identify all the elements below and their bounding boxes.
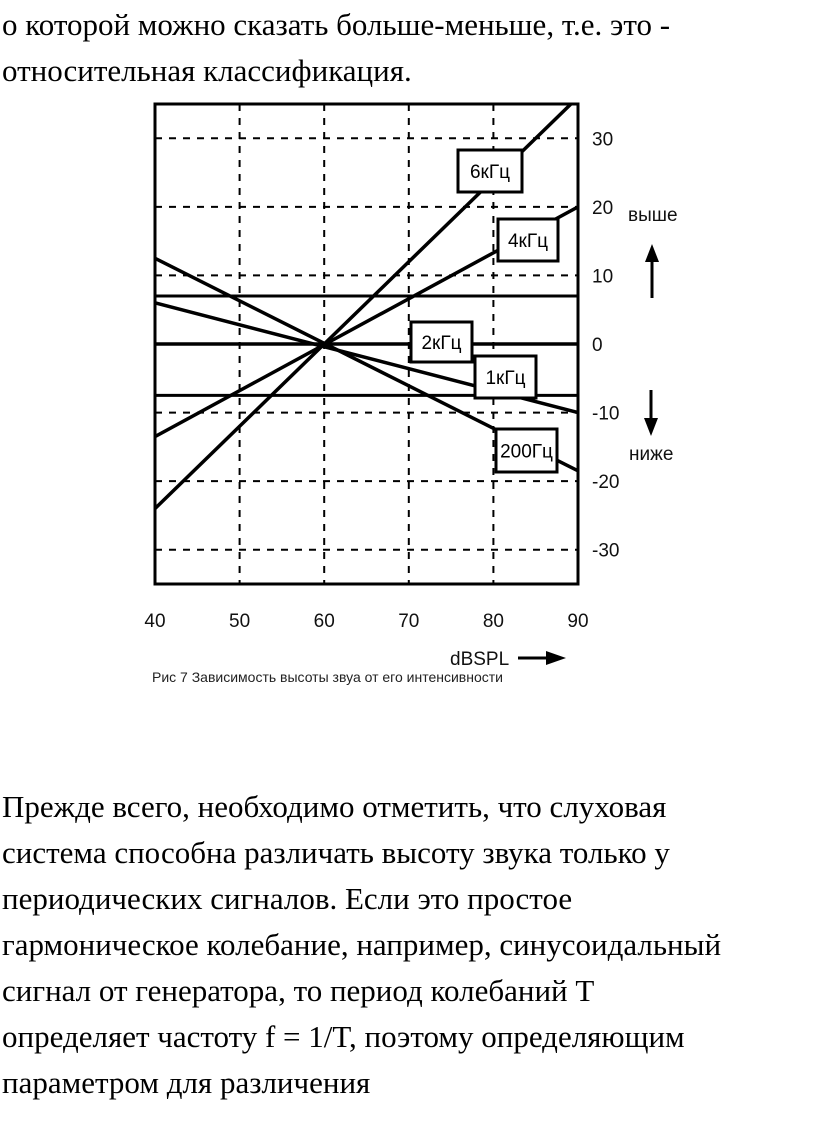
y-tick-label: -10 [592, 403, 620, 425]
figure-caption: Рис 7 Зависимость высоты звуа от его интенсивности [152, 669, 503, 685]
series-label: 4кГц [507, 231, 549, 252]
x-tick-label: 60 [313, 611, 335, 632]
arrow-right-icon [518, 651, 566, 665]
series-label: 1кГц [485, 368, 526, 389]
arrow-down-icon [644, 390, 658, 436]
series-label-box [496, 429, 557, 472]
y-tick-label: -20 [592, 472, 620, 494]
arrow-up-icon [645, 244, 659, 298]
series-label-box [411, 322, 472, 362]
series-label-box [475, 356, 536, 398]
text-line: периодических сигналов. Если это простое [2, 881, 573, 916]
y-tick-label: 20 [592, 197, 614, 219]
series-label-box [458, 150, 522, 192]
down-label: ниже [629, 444, 674, 465]
body-paragraph [2, 784, 721, 1106]
x-tick-label: 80 [482, 611, 504, 632]
y-tick-label: 0 [592, 335, 603, 356]
text-line: система способна различать высоту звука только у [2, 835, 670, 870]
x-axis-ticks [144, 611, 588, 632]
series-label: 2кГц [421, 333, 462, 354]
series-label: 200Гц [500, 441, 553, 463]
y-tick-label: -30 [592, 540, 620, 562]
text-line: определяет частоту f = 1/T, поэтому определяющим [2, 1019, 685, 1054]
text-line: о которой можно сказать больше-меньше, т.е. это - [2, 7, 671, 42]
text-line: Прежде всего, необходимо отметить, что слуховая [2, 789, 667, 824]
x-tick-label: 70 [398, 611, 420, 632]
text-line: параметром для различения [2, 1065, 371, 1100]
text-line: относительная классификация. [2, 53, 412, 88]
y-tick-label: 30 [592, 129, 614, 151]
x-axis-label: dBSPL [450, 649, 510, 670]
up-label: выше [628, 205, 678, 226]
y-tick-label: 10 [592, 266, 614, 288]
text-line: сигнал от генератора, то период колебаний T [2, 973, 595, 1008]
series-label-box [498, 219, 558, 261]
text-line: гармоническое колебание, например, синусоидальный [2, 927, 722, 962]
x-tick-label: 90 [567, 611, 589, 632]
x-tick-label: 40 [144, 611, 166, 632]
series-label: 6кГц [469, 162, 511, 183]
y-axis-ticks [592, 129, 619, 561]
x-tick-label: 50 [229, 611, 251, 632]
